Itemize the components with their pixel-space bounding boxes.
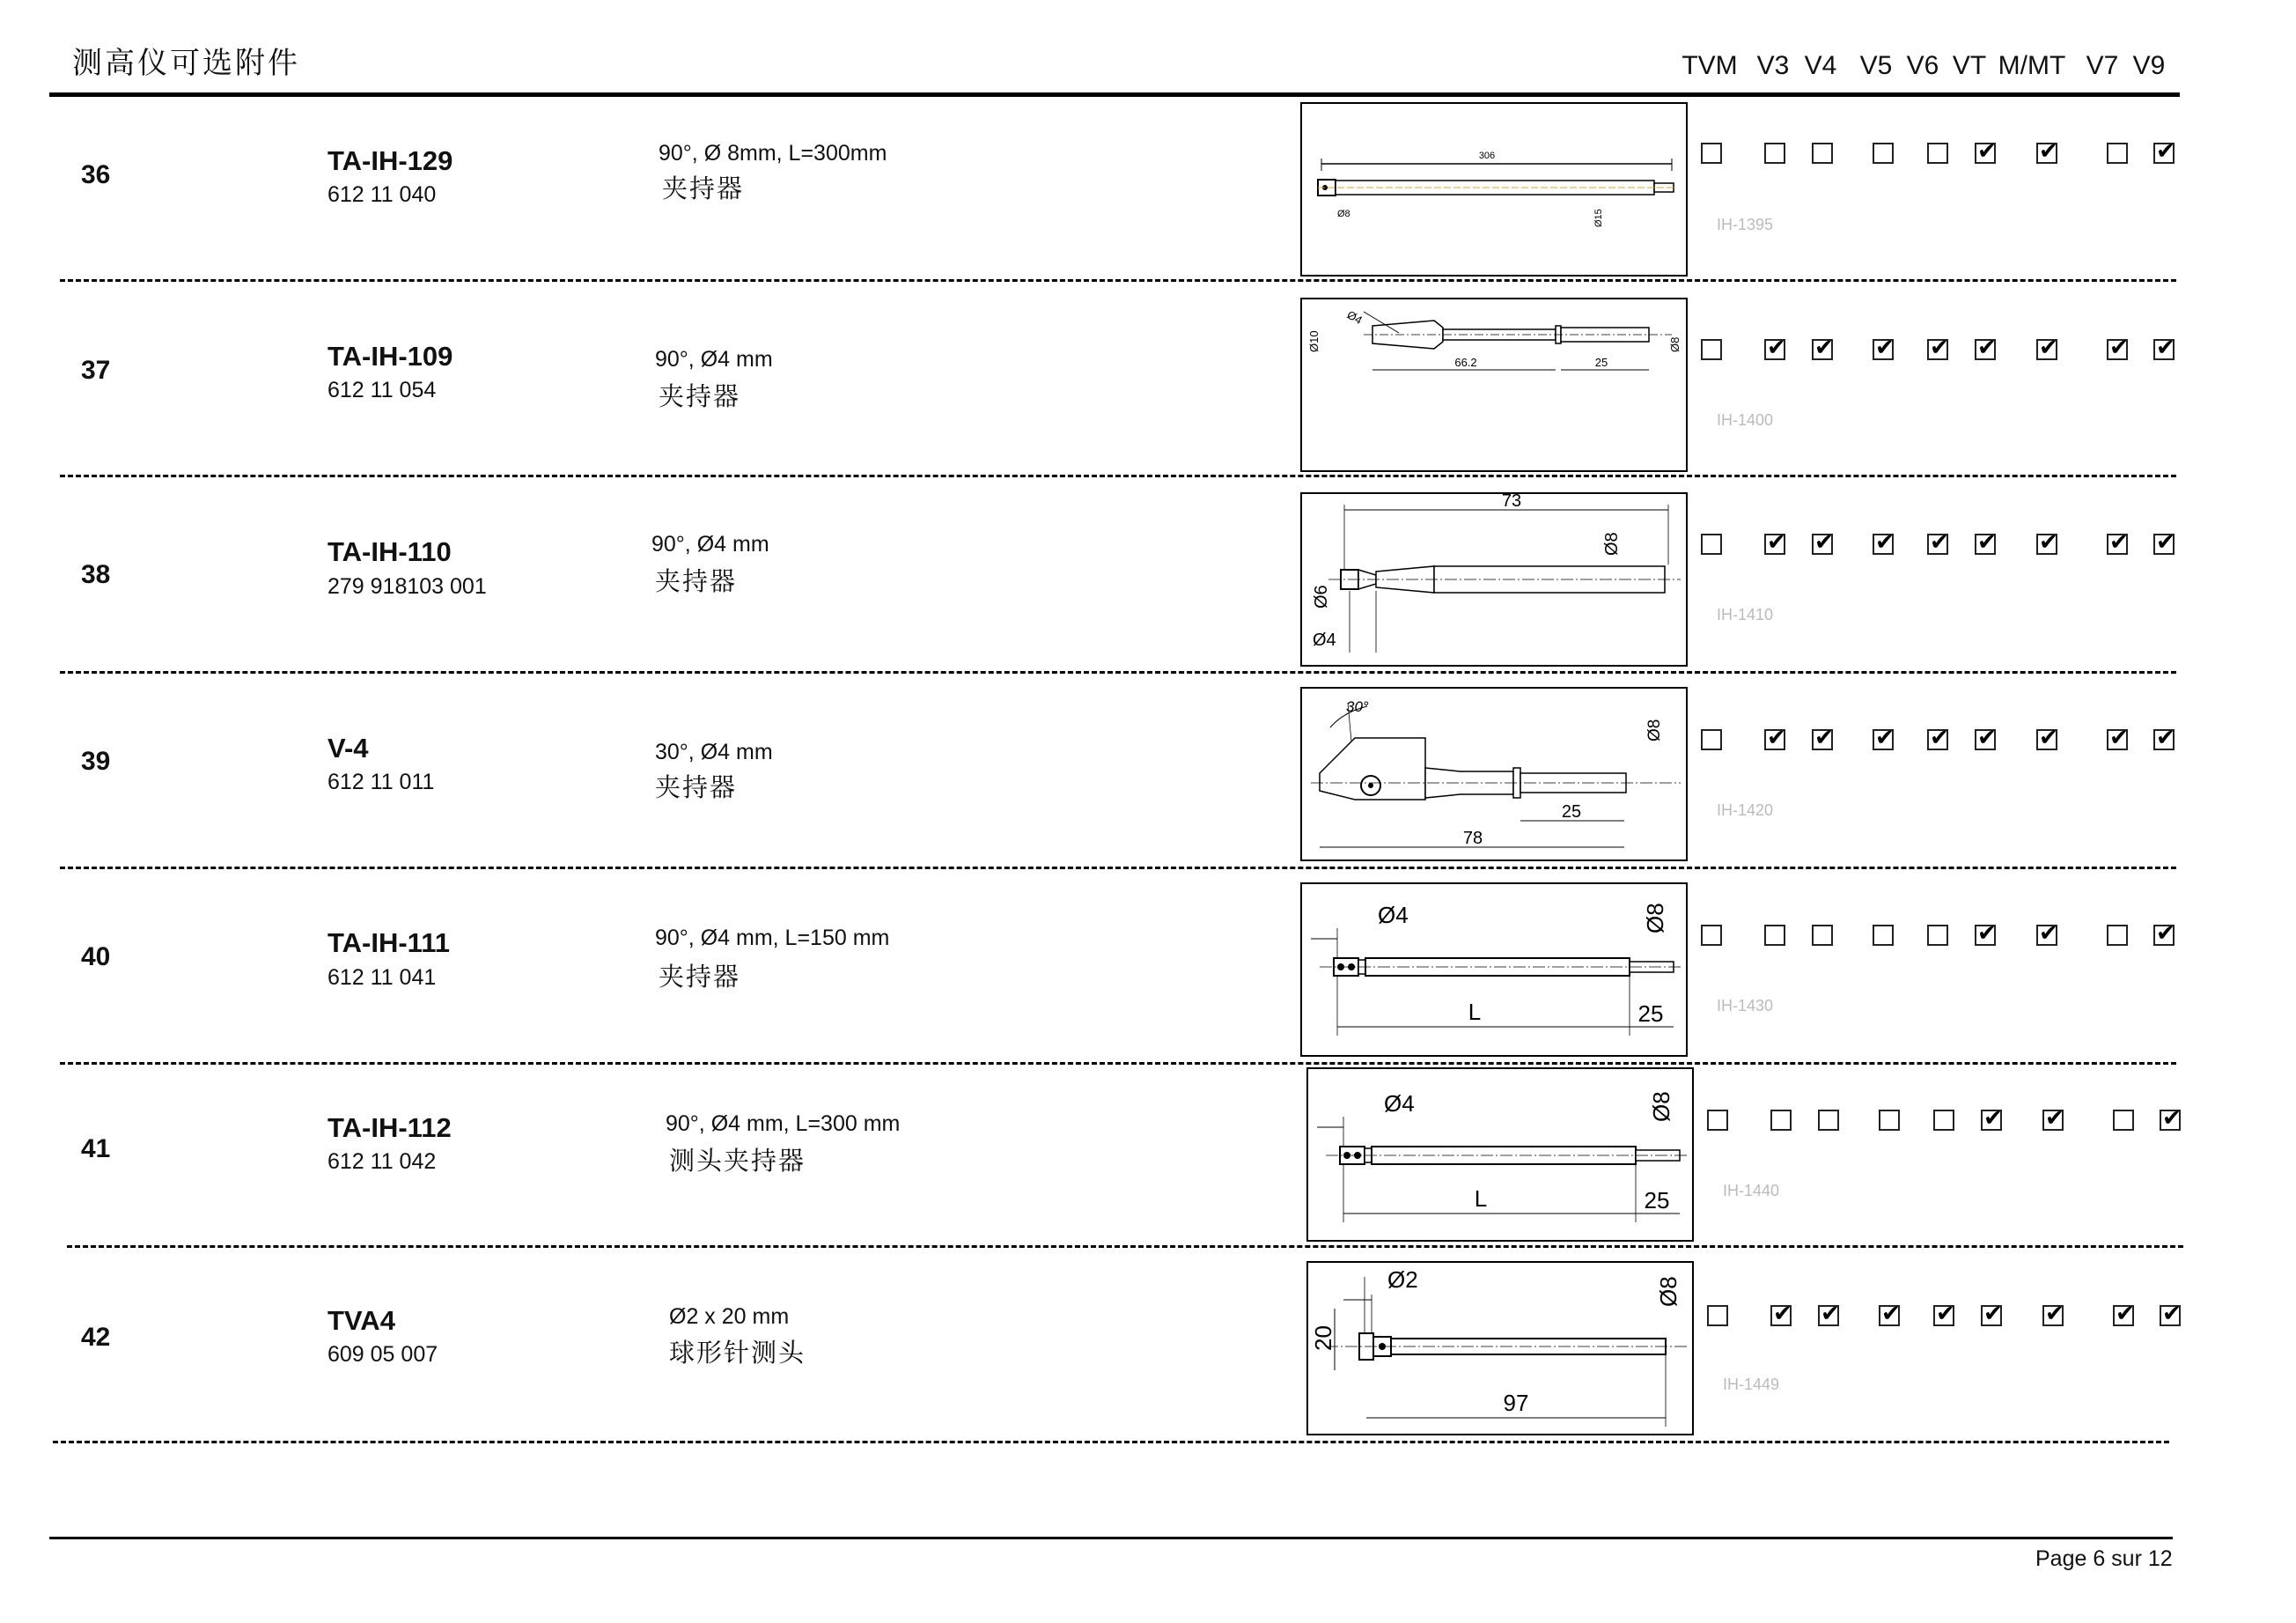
footer-rule	[49, 1537, 2173, 1539]
compat-checkbox-v4[interactable]	[1812, 724, 1834, 750]
check-mark-icon: ✔	[2162, 1300, 2182, 1326]
check-mark-icon: ✔	[1977, 528, 1997, 555]
header-rule	[49, 92, 2180, 97]
compat-checkbox-m-mt[interactable]	[2036, 919, 2058, 946]
check-mark-icon: ✔	[1977, 334, 1997, 360]
drawing-code: IH-1400	[1717, 411, 1774, 429]
compat-checkbox-v6[interactable]	[1933, 1110, 1954, 1131]
check-mark-icon: ✔	[1930, 724, 1949, 750]
check-mark-icon: ✔	[2039, 528, 2058, 555]
drawing-svg	[1302, 494, 1686, 665]
part-number: 609 05 007	[327, 1342, 438, 1367]
part-number: 612 11 042	[327, 1149, 437, 1174]
compat-checkbox-v3[interactable]	[1764, 528, 1786, 555]
spec-text: 90°, Ø4 mm	[655, 347, 773, 372]
check-mark-icon: ✔	[2156, 528, 2175, 555]
compat-checkbox-v5[interactable]	[1873, 724, 1895, 750]
compat-checkbox-vt[interactable]	[1975, 724, 1997, 750]
compat-checkbox-v7[interactable]	[2107, 528, 2129, 555]
compat-checkbox-v5[interactable]	[1873, 528, 1895, 555]
dim-label: Ø8	[1642, 903, 1668, 933]
compat-checkbox-vt[interactable]	[1975, 528, 1997, 555]
row-separator	[60, 475, 2176, 477]
drawing-code: IH-1440	[1723, 1182, 1780, 1199]
compat-checkbox-vt[interactable]	[1981, 1300, 2003, 1326]
dim-label: Ø15	[1593, 209, 1604, 227]
row-number: 36	[81, 160, 111, 189]
compat-checkbox-m-mt[interactable]	[2042, 1300, 2064, 1326]
check-mark-icon: ✔	[2116, 1300, 2135, 1326]
check-mark-icon: ✔	[1983, 1300, 2003, 1326]
check-mark-icon: ✔	[2156, 919, 2175, 946]
check-mark-icon: ✔	[1821, 1300, 1840, 1326]
compat-checkbox-v4[interactable]	[1818, 1110, 1839, 1131]
check-mark-icon: ✔	[1767, 528, 1786, 555]
check-mark-icon: ✔	[1875, 528, 1895, 555]
drawing-svg	[1308, 1263, 1692, 1434]
check-mark-icon: ✔	[2156, 724, 2175, 750]
spec-text: 90°, Ø4 mm	[651, 532, 769, 557]
compat-checkbox-v3[interactable]	[1770, 1300, 1792, 1326]
compat-checkbox-v5[interactable]	[1879, 1110, 1900, 1131]
check-mark-icon: ✔	[1930, 334, 1949, 360]
part-drawing	[1300, 687, 1688, 861]
check-mark-icon: ✔	[2039, 334, 2058, 360]
compat-checkbox-tvm[interactable]	[1707, 1110, 1728, 1131]
col-header-tvm: TVM	[1682, 51, 1738, 80]
row-number: 37	[81, 356, 111, 385]
dim-label: 73	[1501, 494, 1522, 511]
drawing-svg	[1308, 1069, 1692, 1240]
check-mark-icon: ✔	[2039, 724, 2058, 750]
dim-label: Ø8	[1668, 336, 1682, 352]
row-number: 42	[81, 1323, 111, 1352]
row-separator	[60, 671, 2176, 674]
part-drawing	[1300, 102, 1688, 277]
drawing-svg	[1302, 689, 1686, 859]
dim-label: 97	[1503, 1390, 1529, 1416]
spec-text: 90°, Ø4 mm, L=150 mm	[655, 926, 890, 950]
part-drawing	[1300, 492, 1688, 667]
col-header-m-mt: M/MT	[1998, 51, 2066, 80]
compat-checkbox-v3[interactable]	[1764, 334, 1786, 360]
dim-label: 20	[1310, 1325, 1336, 1351]
model-name: TA-IH-129	[327, 145, 453, 176]
dim-label: Ø8	[1337, 209, 1350, 219]
part-number: 279 918103 001	[327, 574, 487, 599]
compat-checkbox-v6[interactable]	[1927, 724, 1949, 750]
check-mark-icon: ✔	[1814, 528, 1834, 555]
description-cn: 夹持器	[655, 566, 738, 596]
compat-checkbox-v7[interactable]	[2113, 1110, 2134, 1131]
row-separator	[53, 1441, 2169, 1443]
spec-text: 90°, Ø 8mm, L=300mm	[659, 141, 887, 166]
compat-checkbox-v9[interactable]	[2153, 528, 2175, 555]
spec-text: Ø2 x 20 mm	[669, 1304, 790, 1329]
compat-checkbox-v5[interactable]	[1873, 925, 1894, 946]
check-mark-icon: ✔	[2109, 334, 2129, 360]
compat-checkbox-v9[interactable]	[2153, 137, 2175, 164]
dim-label: Ø10	[1307, 330, 1321, 352]
description-cn: 夹持器	[662, 173, 745, 203]
check-mark-icon: ✔	[1767, 724, 1786, 750]
compat-checkbox-v3[interactable]	[1770, 1110, 1792, 1131]
part-drawing	[1306, 1067, 1694, 1242]
compat-checkbox-v7[interactable]	[2107, 143, 2128, 164]
dim-label: Ø8	[1655, 1276, 1682, 1307]
compat-checkbox-vt[interactable]	[1975, 334, 1997, 360]
part-number: 612 11 011	[327, 770, 435, 794]
compat-checkbox-tvm[interactable]	[1707, 1305, 1728, 1326]
compat-checkbox-v4[interactable]	[1812, 334, 1834, 360]
compat-checkbox-v4[interactable]	[1818, 1300, 1840, 1326]
check-mark-icon: ✔	[2045, 1300, 2064, 1326]
check-mark-icon: ✔	[2156, 137, 2175, 164]
dim-label: 66.2	[1454, 356, 1477, 369]
check-mark-icon: ✔	[1983, 1104, 2003, 1131]
check-mark-icon: ✔	[2109, 724, 2129, 750]
description-cn: 球形针测头	[669, 1338, 806, 1368]
row-separator	[67, 1245, 2183, 1248]
check-mark-icon: ✔	[1767, 334, 1786, 360]
dim-label: 25	[1594, 356, 1608, 369]
check-mark-icon: ✔	[1814, 724, 1834, 750]
compat-checkbox-v9[interactable]	[2153, 724, 2175, 750]
col-header-v6: V6	[1906, 51, 1939, 80]
drawing-code: IH-1430	[1717, 997, 1774, 1014]
model-name: TA-IH-111	[327, 927, 450, 958]
compat-checkbox-v5[interactable]	[1873, 334, 1895, 360]
row-number: 41	[81, 1134, 111, 1163]
compat-checkbox-v6[interactable]	[1927, 528, 1949, 555]
part-drawing	[1306, 1261, 1694, 1435]
check-mark-icon: ✔	[2109, 528, 2129, 555]
compat-checkbox-m-mt[interactable]	[2036, 334, 2058, 360]
page-number: Page 6 sur 12	[2035, 1546, 2173, 1571]
compat-checkbox-v4[interactable]	[1812, 925, 1833, 946]
dim-label: 25	[1644, 1187, 1670, 1214]
col-header-v3: V3	[1756, 51, 1790, 80]
compat-checkbox-v6[interactable]	[1933, 1300, 1955, 1326]
dim-label: 25	[1561, 802, 1582, 822]
col-header-v7: V7	[2086, 51, 2119, 80]
compat-checkbox-tvm[interactable]	[1701, 339, 1722, 360]
compat-checkbox-vt[interactable]	[1975, 919, 1997, 946]
compat-checkbox-m-mt[interactable]	[2036, 724, 2058, 750]
row-separator	[60, 279, 2176, 282]
col-header-v4: V4	[1804, 51, 1837, 80]
row-number: 40	[81, 942, 111, 971]
check-mark-icon: ✔	[1875, 334, 1895, 360]
check-mark-icon: ✔	[1773, 1300, 1792, 1326]
check-mark-icon: ✔	[2039, 919, 2058, 946]
row-number: 38	[81, 560, 111, 589]
compat-checkbox-vt[interactable]	[1975, 137, 1997, 164]
drawing-code: IH-1410	[1717, 606, 1774, 623]
spec-text: 30°, Ø4 mm	[655, 740, 773, 764]
drawing-code: IH-1449	[1723, 1376, 1780, 1393]
compat-checkbox-tvm[interactable]	[1701, 729, 1722, 750]
compat-checkbox-v7[interactable]	[2107, 334, 2129, 360]
compatibility-column-headers	[0, 51, 2296, 86]
dim-label: Ø8	[1602, 532, 1622, 556]
compat-checkbox-m-mt[interactable]	[2036, 528, 2058, 555]
page-title: 测高仪可选附件	[72, 46, 300, 81]
compat-checkbox-v7[interactable]	[2107, 925, 2128, 946]
dim-label: 306	[1478, 151, 1496, 161]
dim-label: Ø4	[1384, 1090, 1415, 1117]
compat-checkbox-v3[interactable]	[1764, 143, 1785, 164]
model-name: TA-IH-112	[327, 1112, 452, 1143]
description-cn: 夹持器	[655, 772, 738, 802]
drawing-svg	[1302, 299, 1686, 470]
dim-label: Ø8	[1645, 719, 1664, 741]
part-number: 612 11 054	[327, 378, 437, 402]
description-cn: 夹持器	[659, 381, 741, 411]
model-name: TVA4	[327, 1305, 395, 1336]
part-drawing	[1300, 298, 1688, 472]
compat-checkbox-tvm[interactable]	[1701, 534, 1722, 555]
part-number: 612 11 041	[327, 965, 437, 990]
compat-checkbox-m-mt[interactable]	[2042, 1104, 2064, 1131]
drawing-code: IH-1395	[1717, 216, 1774, 233]
compat-checkbox-v7[interactable]	[2113, 1300, 2135, 1326]
check-mark-icon: ✔	[1881, 1300, 1901, 1326]
check-mark-icon: ✔	[1814, 334, 1834, 360]
check-mark-icon: ✔	[1930, 528, 1949, 555]
dim-label: 30°	[1346, 698, 1369, 715]
row-separator	[60, 1062, 2176, 1065]
dim-label: 25	[1637, 1000, 1664, 1027]
dim-label: Ø8	[1648, 1091, 1674, 1122]
dim-label: L	[1468, 999, 1482, 1025]
compat-checkbox-vt[interactable]	[1981, 1104, 2003, 1131]
compat-checkbox-v4[interactable]	[1812, 143, 1833, 164]
compat-checkbox-v3[interactable]	[1764, 724, 1786, 750]
compat-checkbox-v5[interactable]	[1873, 143, 1894, 164]
description-cn: 夹持器	[659, 962, 741, 992]
compat-checkbox-v6[interactable]	[1927, 143, 1948, 164]
compat-checkbox-v9[interactable]	[2160, 1104, 2182, 1131]
check-mark-icon: ✔	[1875, 724, 1895, 750]
model-name: TA-IH-110	[327, 536, 452, 567]
compat-checkbox-v9[interactable]	[2153, 919, 2175, 946]
compat-checkbox-v6[interactable]	[1927, 925, 1948, 946]
check-mark-icon: ✔	[1977, 137, 1997, 164]
check-mark-icon: ✔	[2039, 137, 2058, 164]
dim-label: Ø4	[1344, 307, 1365, 328]
drawing-svg	[1302, 884, 1686, 1055]
compat-checkbox-v5[interactable]	[1879, 1300, 1901, 1326]
compat-checkbox-v3[interactable]	[1764, 925, 1785, 946]
compat-checkbox-v6[interactable]	[1927, 334, 1949, 360]
compat-checkbox-v9[interactable]	[2153, 334, 2175, 360]
dim-label: 78	[1462, 829, 1483, 848]
drawing-svg	[1302, 104, 1686, 275]
check-mark-icon: ✔	[2045, 1104, 2064, 1131]
compat-checkbox-m-mt[interactable]	[2036, 137, 2058, 164]
compat-checkbox-tvm[interactable]	[1701, 925, 1722, 946]
model-name: TA-IH-109	[327, 341, 453, 372]
drawing-code: IH-1420	[1717, 801, 1774, 819]
spec-text: 90°, Ø4 mm, L=300 mm	[666, 1111, 901, 1136]
check-mark-icon: ✔	[2156, 334, 2175, 360]
dim-label: Ø4	[1313, 631, 1336, 650]
compat-checkbox-tvm[interactable]	[1701, 143, 1722, 164]
part-number: 612 11 040	[327, 182, 437, 207]
dim-label: Ø6	[1312, 585, 1331, 609]
compat-checkbox-v7[interactable]	[2107, 724, 2129, 750]
compat-checkbox-v9[interactable]	[2160, 1300, 2182, 1326]
col-header-vt: VT	[1952, 51, 1987, 80]
col-header-v5: V5	[1859, 51, 1893, 80]
check-mark-icon: ✔	[1977, 919, 1997, 946]
col-header-v9: V9	[2132, 51, 2166, 80]
row-separator	[60, 867, 2176, 869]
dim-label: Ø4	[1378, 902, 1409, 928]
compat-checkbox-v4[interactable]	[1812, 528, 1834, 555]
description-cn: 测头夹持器	[669, 1146, 806, 1176]
check-mark-icon: ✔	[1977, 724, 1997, 750]
row-number: 39	[81, 747, 111, 776]
check-mark-icon: ✔	[2162, 1104, 2182, 1131]
part-drawing	[1300, 882, 1688, 1057]
model-name: V-4	[327, 733, 369, 764]
check-mark-icon: ✔	[1936, 1300, 1955, 1326]
dim-label: L	[1474, 1185, 1488, 1212]
dim-label: Ø2	[1387, 1266, 1418, 1293]
